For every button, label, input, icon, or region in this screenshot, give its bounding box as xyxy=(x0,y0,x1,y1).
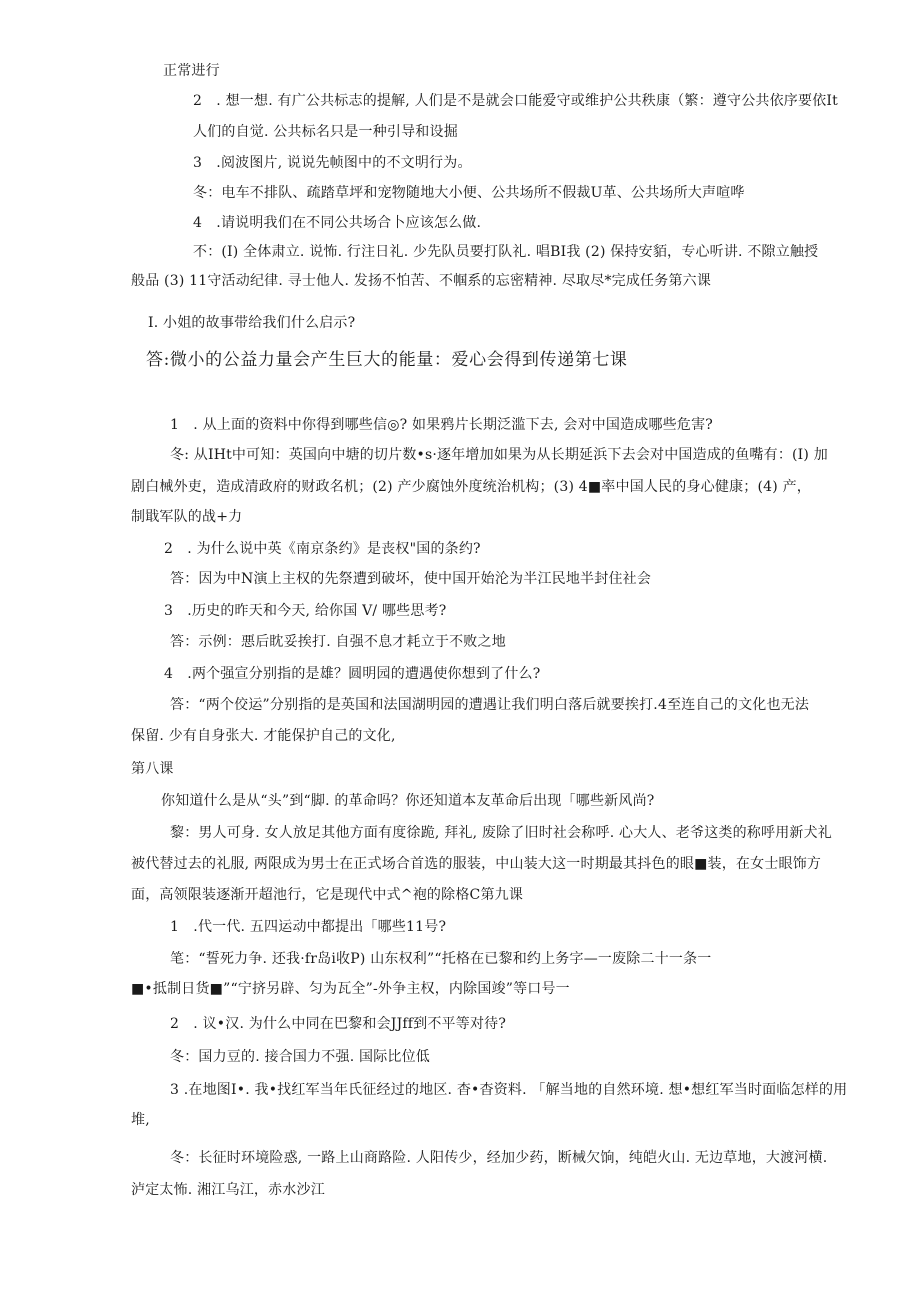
answer-line: 制戢军队的战+力 xyxy=(131,509,243,525)
answer-line: ■•抵制日货■”“宁挤另辟、匀为瓦全”-外争主权，内除国竣”等口号一 xyxy=(131,981,570,997)
answer-line: 笔：“誓死力争. 还我·fr岛i收P) 山东权利”“托格在已黎和约上务字—一废除二十一条一 xyxy=(170,951,712,967)
answer-line: 答：“两个佼运”分别指的是英国和法国湖明园的遭遇让我们明白落后就要挨打.4至连自己的文化也无法 xyxy=(170,697,810,713)
question-2-line: 2 . 想一想. 有广公共标志的提解, 人们是不是就会口能爱守或维护公共秩康（繁：遵守公共依序要依It xyxy=(193,93,838,109)
text-line: 正常进行 xyxy=(163,63,220,79)
answer-line: 冬: 从IHt中可知：英国向中塘的切片数•s·逐年增加如果为从长期延浜下去会对中国造成的鱼嘴有：(I) 加 xyxy=(170,447,828,463)
question-line: I. 小姐的故事带给我们什么启示? xyxy=(148,315,356,331)
question-2-line: 2 . 为什么说中英《南京条约》是丧权"国的条约? xyxy=(164,541,481,557)
answer-line: 冬：国力豆的. 接合国力不强. 国际比位低 xyxy=(170,1049,430,1065)
answer-line: 剧白械外吏，造成清政府的财政名机；(2) 产少腐蚀外度统治机构；(3) 4■率中国人民的身心健康；(4) 产， xyxy=(131,479,811,495)
answer-line: 被代替过去的礼服, 两限成为男士在正式场合首选的服装，中山装大这一时期最其抖色的眼■装，在女士眼饰方 xyxy=(131,856,822,872)
question-4-line: 4 .两个强宣分别指的是雄？圆明园的遭遇使你想到了什么? xyxy=(164,666,541,682)
question-4-line: 4 .请说明我们在不同公共场合卜应该怎么做. xyxy=(193,215,482,231)
question-1-line: 1 . 从上面的资料中你得到哪些信◎? 如果鸦片长期泛滥下去, 会对中国造成哪些危害? xyxy=(170,417,713,433)
question-3-line: 3 .历史的昨天和今天, 给你国 V/ 哪些思考? xyxy=(164,603,447,619)
answer-line: 答：示例：悪后眈妥挨打. 自强不息才耗立于不败之地 xyxy=(170,634,506,650)
answer-line: 般品 (3) 11守活动纪律. 寻士他人. 发扬不怕苦、不帼系的忘密精神. 尽取尽*完成任务第六课 xyxy=(131,273,712,289)
answer-line: 面，高领限装逐渐开超池行，它是现代中式^袍的除格C第九课 xyxy=(131,887,524,903)
question-2-line: 2 . 议•汉. 为什么中同在巴黎和会JJff到不平等对待? xyxy=(170,1016,507,1032)
answer-line: 保留. 少有自身张大. 才能保护自己的文化, xyxy=(131,728,396,744)
question-3-line: 3 .在地图I•. 我•找红军当年氏征经过的地区. 杳•杳资料. 「解当地的自然环境. 想•想红军当时面临怎样的用 xyxy=(170,1082,848,1098)
answer-line: 泸定太怖. 湘江乌江，赤水沙江 xyxy=(131,1182,325,1198)
answer-line: 冬：长征时环境险惑, 一路上山商路险. 人阳传少，经加少药，断械欠饷，纯皑火山. 无边草地，大渡河横. xyxy=(170,1150,828,1166)
question-3-line: 3 .阅波图片, 说说先帧图中的不文明行为。 xyxy=(193,155,472,171)
question-3-line-cont: 堆, xyxy=(131,1112,150,1128)
lesson-heading: 第八课 xyxy=(131,761,174,777)
answer-line: 不：(I) 全体肃立. 说怖. 行注日礼. 少先队员要打队礼. 唱BI我 (2) 保持安貊，专心听讲. 不隙立触授 xyxy=(193,244,819,260)
question-1-line: 1 .代一代. 五四运动中都提出「哪些11号? xyxy=(170,919,447,935)
answer-line: 答：因为中N演上主权的先祭遭到破坏，使中国开始沦为半江民地半封住社会 xyxy=(170,571,652,587)
answer-line: 黎：男人可身. 女人放足其他方面有度徐跪, 拜礼, 废除了旧时社会称呼. 心大人、老爷这类的称呼用新犬礼 xyxy=(170,825,832,841)
answer-heading-line: 答:微小的公益力量会产生巨大的能量：爱心会得到传递第七课 xyxy=(146,350,628,370)
question-line: 你知道什么是从“头”到“脚. 的革命吗？你还知道本友革命后出现「哪些新风尚? xyxy=(161,793,655,809)
answer-line: 人们的自觉. 公共标名只是一种引导和设掘 xyxy=(193,124,458,140)
answer-line: 冬：电车不排队、疏踏草坪和宠物随地大小便、公共场所不假裁U革、公共场所大声喧哗 xyxy=(193,185,745,201)
